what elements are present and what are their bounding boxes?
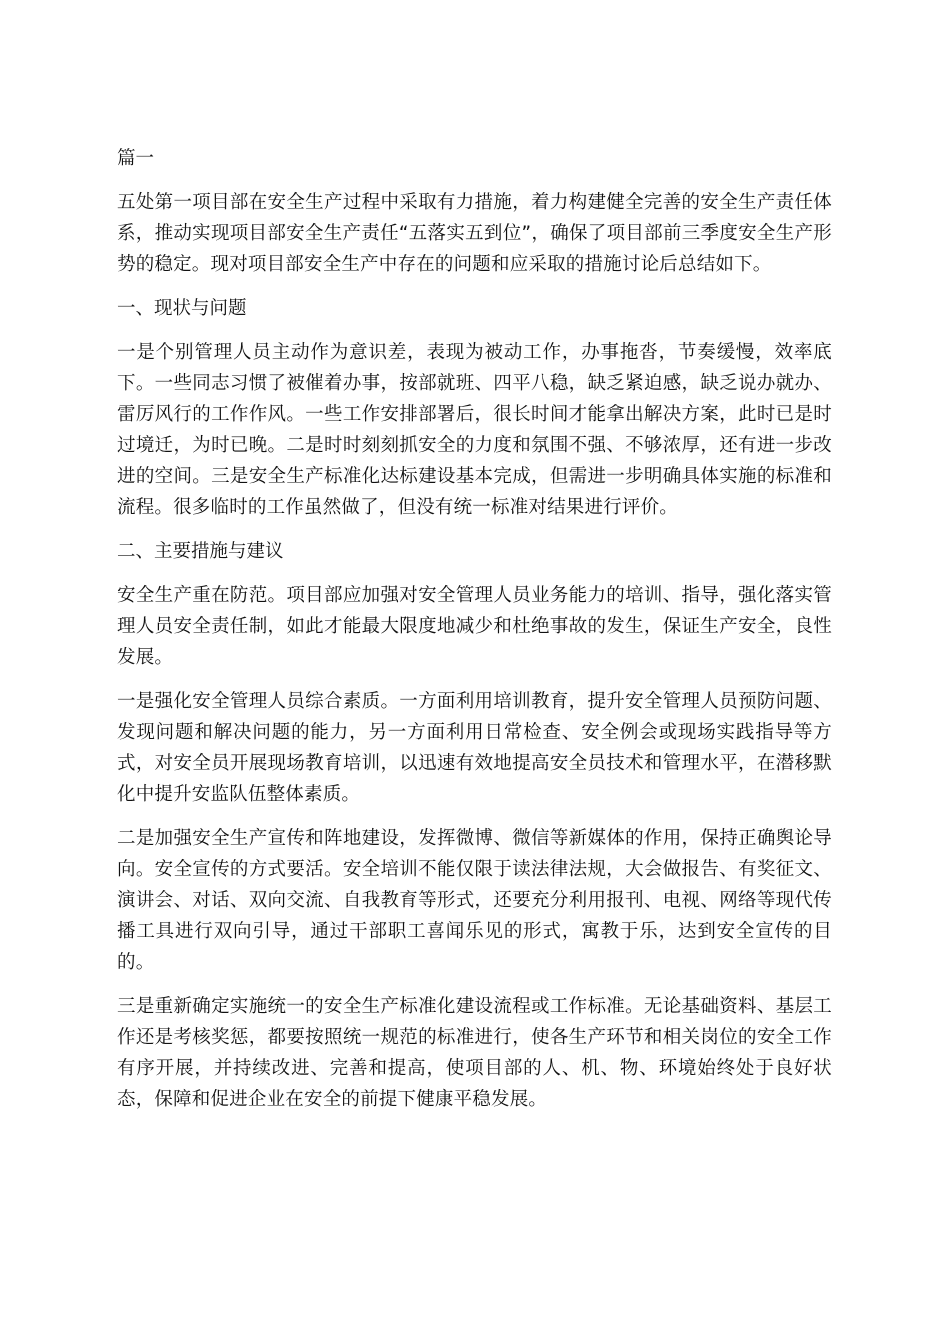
measure-one-paragraph: 一是强化安全管理人员综合素质。一方面利用培训教育，提升安全管理人员预防问题、发现问题和解决问题的能力，另一方面利用日常检查、安全例会或现场实践指导等方式，对安全员开展现场教育培训，以迅速有效地提高安全员技术和管理水平，在潜移默化中提升安监队伍整体素质。: [117, 691, 832, 805]
status-problems-paragraph: 一是个别管理人员主动作为意识差，表现为被动工作，办事拖沓，节奏缓慢，效率底下。一些同志习惯了被催着办事，按部就班、四平八稳，缺乏紧迫感，缺乏说办就办、雷厉风行的工作作风。一些工作安排部署后，很长时间才能拿出解决方案，此时已是时过境迁，为时已晚。二是时时刻刻抓安全的力度和氛围不强、不够浓厚，还有进一步改进的空间。三是安全生产标准化达标建设基本完成，但需进一步明确具体实施的标准和流程。很多临时的工作虽然做了，但没有统一标准对结果进行评价。: [117, 342, 832, 518]
document-body: [117, 143, 832, 1115]
document-title: 篇一: [117, 148, 155, 169]
measures-intro-paragraph: 安全生产重在防范。项目部应加强对安全管理人员业务能力的培训、指导，强化落实管理人员安全责任制，如此才能最大限度地减少和杜绝事故的发生，保证生产安全，良性发展。: [117, 585, 832, 668]
section-heading-measures: 二、主要措施与建议: [117, 541, 284, 562]
intro-paragraph: 五处第一项目部在安全生产过程中采取有力措施，着力构建健全完善的安全生产责任体系，推动实现项目部安全生产责任“五落实五到位”，确保了项目部前三季度安全生产形势的稳定。现对项目部安全生产中存在的问题和应采取的措施讨论后总结如下。: [117, 192, 832, 275]
section-heading-status: 一、现状与问题: [117, 298, 247, 319]
measure-two-paragraph: 二是加强安全生产宣传和阵地建设，发挥微博、微信等新媒体的作用，保持正确舆论导向。安全宣传的方式要活。安全培训不能仅限于读法律法规，大会做报告、有奖征文、演讲会、对话、双向交流、自我教育等形式，还要充分利用报刊、电视、网络等现代传播工具进行双向引导，通过干部职工喜闻乐见的形式，寓教于乐，达到安全宣传的目的。: [117, 828, 832, 973]
measure-three-paragraph: 三是重新确定实施统一的安全生产标准化建设流程或工作标准。无论基础资料、基层工作还是考核奖惩，都要按照统一规范的标准进行，使各生产环节和相关岗位的安全工作有序开展，并持续改进、完善和提高，使项目部的人、机、物、环境始终处于良好状态，保障和促进企业在安全的前提下健康平稳发展。: [117, 996, 832, 1110]
